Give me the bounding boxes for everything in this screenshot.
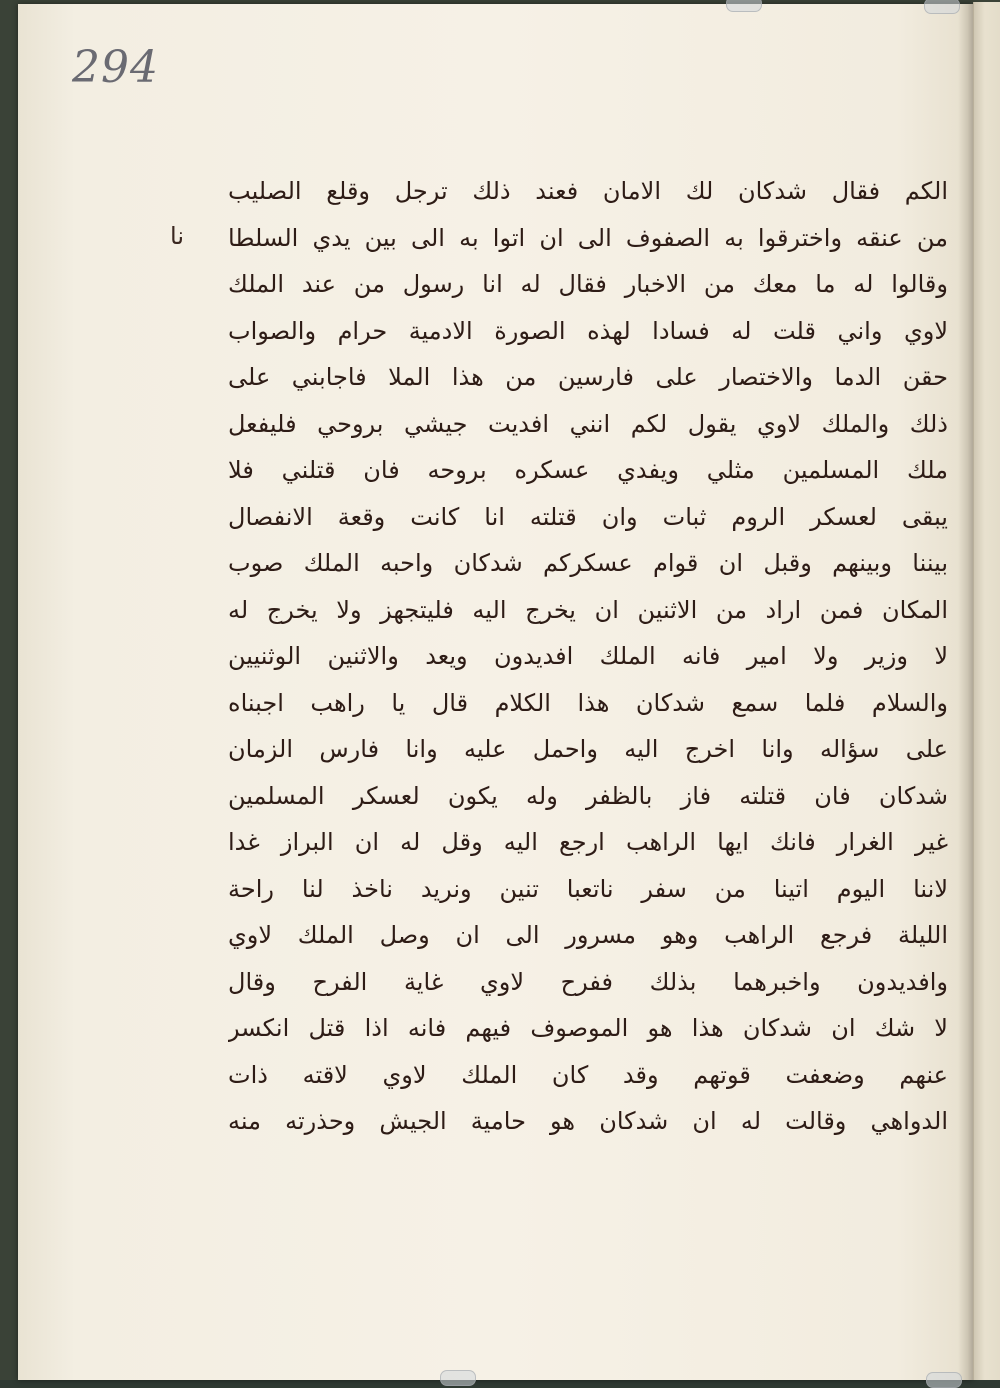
text-line: والسلام فلما سمع شدكان هذا الكلام قال يا راهب اجبناه [228,688,948,717]
text-line: على سؤاله وانا اخرج اليه واحمل عليه وانا فارس الزمان [228,735,948,763]
text-line: لاوي واني قلت له فسادا لهذه الصورة الادمية حرام والصواب [228,316,948,345]
text-line: لا شك ان شدكان هذا هو الموصوف فيهم فانه اذا قتل انكسر [228,1014,948,1042]
text-line: المكان فمن اراد من الاثنين ان يخرج اليه فليتجهز ولا يخرج له [228,595,948,624]
text-line: لا وزير ولا امير فانه الملك افديدون ويعد والاثنين الوثنيين [228,642,948,670]
text-line: ملك المسلمين مثلي ويفدي عسكره بروحه فان قتلني فلا [228,456,948,484]
text-line: بيننا وبينهم وقبل ان قوام عسكركم شدكان واحبه الملك صوب [228,549,948,577]
text-line: الليلة فرجع الراهب وهو مسرور الى ان وصل الملك لاوي [228,921,948,949]
text-line: وقالوا له ما معك من الاخبار فقال له انا رسول من عند الملك [228,270,948,298]
text-line: الدواهي وقالت له ان شدكان هو حامية الجيش وحذرته منه [228,1107,948,1135]
text-line: وافديدون واخبرهما بذلك ففرح لاوي غاية الفرح وقال [228,967,948,996]
text-line: يبقى لعسكر الروم ثبات وان قتلته انا كانت وقعة الانفصال [228,502,948,531]
text-line: عنهم وضعفت قوتهم وقد كان الملك لاوي لاقته ذات [228,1060,948,1089]
clip-tab [726,0,762,12]
text-line: لاننا اليوم اتينا من سفر ناتعبا تنين ونريد ناخذ لنا راحة [228,874,948,903]
text-line: شدكان فان قتلته فاز بالظفر وله يكون لعسكر المسلمين [228,781,948,810]
text-line: من عنقه واخترقوا به الصفوف الى ان اتوا به الى بين يدي السلطا [228,223,948,252]
folio-number: 294 [72,42,159,93]
text-line: الكم فقال شدكان لك الامان فعند ذلك ترجل وقلع الصليب [228,177,948,205]
facing-page-edge [973,2,1000,1380]
margin-note: نا [170,222,184,250]
manuscript-text [228,168,948,1145]
clip-tab [926,1372,962,1388]
clip-tab [924,0,960,14]
clip-tab [440,1370,476,1386]
text-line: ذلك والملك لاوي يقول لكم انني افديت جيشي بروحي فليفعل [228,409,948,438]
text-line: حقن الدما والاختصار على فارسين من هذا الملا فاجابني على [228,363,948,391]
page-fold-shadow [958,4,974,1380]
text-line: غير الغرار فانك ايها الراهب ارجع اليه وقل له ان البراز غدا [228,828,948,856]
